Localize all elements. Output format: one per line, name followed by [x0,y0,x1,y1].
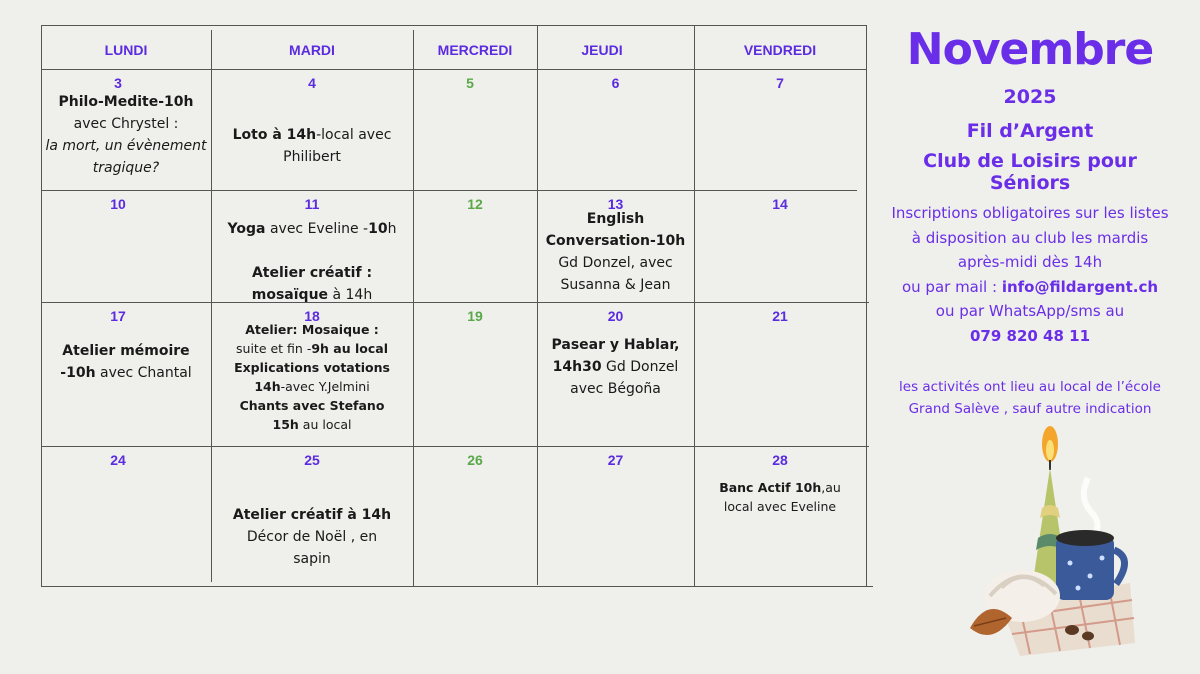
day-cell [41,69,211,190]
day-cell [537,302,694,446]
day-header-jeudi: JEUDI [581,42,623,58]
event-text: Atelier mémoire -10h avec Chantal [60,343,192,381]
day-number: 26 [467,452,483,468]
note-line: les activités ont lieu au local de l’école [899,379,1161,395]
day-number: 17 [110,308,126,324]
day-number: 27 [607,452,624,468]
day-number: 20 [607,308,624,324]
phone-number-text: 079 820 48 11 [969,326,1091,345]
day-number: 24 [110,452,126,468]
info-paragraph [880,201,1180,348]
day-number: 3 [114,75,122,91]
event-text: Banc Actif 10h,au local avec Eveline [719,480,841,514]
day-cell [537,446,694,586]
day-header-lundi: LUNDI [104,42,148,58]
day-number: 19 [467,308,483,324]
day-number: 10 [110,196,126,212]
day-cell [694,190,866,302]
day-cell [537,190,694,302]
day-header-mercredi: MERCREDI [437,42,513,58]
event-text: English Conversation-10h Gd Donzel, avec Susanna & Jean [545,211,686,293]
month-title: Novembre [906,24,1154,75]
day-number: 7 [776,75,784,91]
grid-line [41,25,867,26]
day-number: 4 [308,75,316,91]
info-line: après-midi dès 14h [957,253,1103,271]
grid-line [41,586,873,587]
day-cell [537,69,694,190]
day-number: 18 [304,308,320,324]
day-cell [41,302,211,446]
event-text: Atelier créatif à 14h Décor de Noël , en sapin [232,507,392,567]
day-cell [413,302,537,446]
note-line: Grand Salève , sauf autre indication [908,401,1152,417]
day-number: 12 [467,196,483,212]
event-text: Pasear y Hablar, 14h30 Gd Donzel avec Bégoña [551,337,680,397]
candle-and-coffee-mug-illustration [960,418,1140,663]
day-cell [413,446,537,586]
info-line: Inscriptions obligatoires sur les listes [891,204,1169,222]
day-cell [211,446,413,586]
event-text: Loto à 14h-local avec Philibert [232,127,392,165]
info-line: ou par WhatsApp/sms au [935,302,1125,320]
day-cell [694,446,866,586]
day-number: 11 [304,196,320,212]
day-cell [211,190,413,302]
day-number: 14 [772,196,788,212]
day-cell [211,302,413,446]
side-panel [880,0,1200,674]
day-cell [41,446,211,586]
day-cell [413,190,537,302]
day-cell [41,190,211,302]
info-line: à disposition au club les mardis [911,228,1149,247]
year-label: 2025 [1003,86,1057,108]
info-line [880,275,1180,300]
event-text: Philo-Medite-10h avec Chrystel : la mort, un évènement tragique? [45,94,207,176]
day-number: 25 [304,452,320,468]
location-note [880,376,1180,420]
day-number: 21 [772,308,788,324]
day-cell [694,69,866,190]
day-cell [413,69,537,190]
club-subtitle: Club de Loisirs pour Séniors [923,150,1137,194]
day-number: 28 [772,452,788,468]
grid-line [866,25,867,586]
day-header-mardi: MARDI [289,42,335,58]
day-cell [211,69,413,190]
info-mail-prefix: ou par mail : [901,277,1002,296]
event-text: Yoga avec Eveline -10h Atelier créatif : mosaïque à 14h [227,221,397,303]
day-header-vendredi: VENDREDI [743,42,817,58]
event-text: Atelier: Mosaique : suite et fin -9h au local Explications votations 14h-avec Y.Jelmini Chants avec Stefano 15h au local [234,322,390,432]
phone-number [880,324,1180,349]
day-number: 13 [607,196,624,212]
day-number: 6 [611,75,620,91]
day-number: 5 [466,75,474,91]
day-cell [694,302,866,446]
club-name: Fil d’Argent [966,120,1094,142]
email-link[interactable]: info@fildargent.ch [1001,277,1159,296]
